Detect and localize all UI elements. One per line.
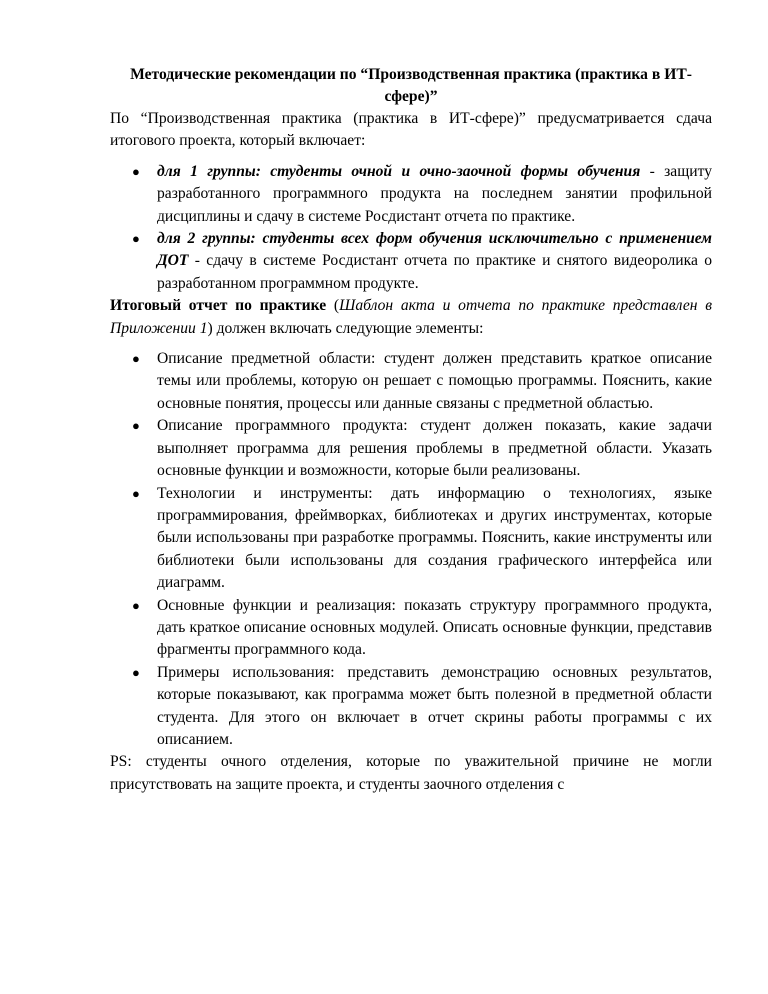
report-open-paren: ( — [326, 297, 340, 315]
report-item-text: Описание программного продукта: студент должен показать, какие задачи выполняет программа для решения проблемы в предметной области. Указать основные функции и возможности, которые были реализованы. — [157, 417, 712, 480]
bullet-icon: ● — [132, 163, 140, 179]
report-tail: ) должен включать следующие элементы: — [207, 319, 484, 337]
bullet-icon: ● — [132, 597, 140, 613]
bullet-icon: ● — [132, 664, 140, 680]
report-item-5 — [110, 662, 712, 752]
report-item-3 — [110, 483, 712, 595]
group-1-label: для 1 группы: студенты очной и очно-заочной формы обучения — [157, 162, 641, 180]
report-note: Шаблон акта и отчета по практике представлен в Приложении 1 — [110, 297, 712, 337]
group-1-text: - защиту разработанного программного продукта на последнем занятии профильной дисциплины и сдачу в системе Росдистант отчета по практике. — [157, 162, 712, 225]
report-item-text: Основные функции и реализация: показать структуру программного продукта, дать краткое описание основных модулей. Описать основные функции, представив фрагменты программного кода. — [157, 596, 712, 659]
group-item-1 — [110, 161, 712, 228]
group-2-label: для 2 группы: студенты всех форм обучения исключительно с применением ДОТ — [157, 230, 712, 270]
report-item-text: Описание предметной области: студент должен представить краткое описание темы или проблемы, которую он решает с помощью программы. Пояснить, какие основные понятия, процессы или данные связаны с предметной областью. — [157, 350, 712, 412]
ps-paragraph: PS: студенты очного отделения, которые по уважительной причине не могли присутствовать на защите проекта, и студенты заочного отделения с — [110, 753, 712, 793]
report-heading: Итоговый отчет по практике — [110, 297, 327, 315]
report-paragraph — [110, 295, 712, 340]
bullet-icon: ● — [132, 231, 140, 247]
report-item-text: Технологии и инструменты: дать информацию о технологиях, языке программирования, фреймворках, библиотеках и других инструментах, которые были использованы при разработке программы. Пояснить, какие инструменты или библиотеки были использованы для создания графического интерфейса или диаграмм. — [157, 484, 712, 592]
report-item-1 — [110, 348, 712, 415]
document-title: Методические рекомендации по “Производственная практика (практика в ИТ-сфере)” — [130, 66, 692, 105]
group-list — [110, 161, 712, 295]
bullet-icon: ● — [132, 485, 140, 501]
bullet-icon: ● — [132, 351, 140, 367]
bullet-icon: ● — [132, 418, 140, 434]
group-item-2 — [110, 228, 712, 295]
report-item-text: Примеры использования: представить демонстрацию основных результатов, которые показывают, как программа может быть полезной в предметной области студента. Для этого он включает в отчет скрины работы программы с их описанием. — [157, 663, 712, 748]
report-items-list — [110, 348, 712, 751]
report-item-2 — [110, 415, 712, 482]
report-item-4 — [110, 595, 712, 662]
group-2-text: - сдачу в системе Росдистант отчета по практике и снятого видеоролика о разработанном программном продукте. — [157, 252, 712, 292]
intro-paragraph: По “Производственная практика (практика в ИТ-сфере)” предусматривается сдача итогового проекта, который включает: — [110, 110, 712, 150]
